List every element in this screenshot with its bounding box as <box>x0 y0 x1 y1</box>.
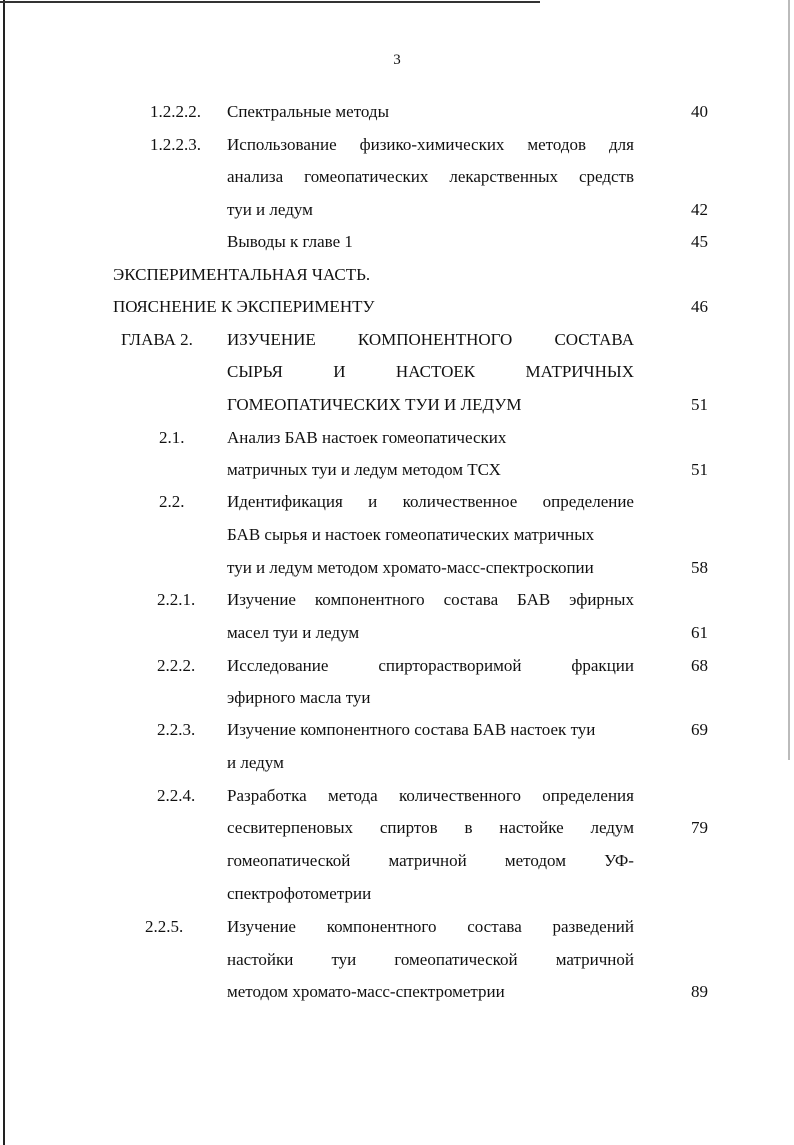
toc-page-number: 69 <box>691 720 708 739</box>
toc-entry-line <box>227 851 634 871</box>
toc-word: гомеопатической <box>394 950 518 969</box>
toc-entry-line: матричных туи и ледум методом ТСХ <box>227 460 501 479</box>
toc-entry-number: 2.2.1. <box>157 590 196 609</box>
toc-word: спирторастворимой <box>378 656 522 675</box>
toc-word: ледум <box>590 818 634 837</box>
toc-entry-line: ГОМЕОПАТИЧЕСКИХ ТУИ И ЛЕДУМ <box>227 395 522 414</box>
toc-word: И <box>333 362 346 381</box>
toc-entry-line: ЭКСПЕРИМЕНТАЛЬНАЯ ЧАСТЬ. <box>113 265 371 284</box>
toc-word: УФ- <box>604 851 634 870</box>
toc-word: методом <box>504 851 566 870</box>
scan-edge-left <box>3 0 5 1145</box>
toc-page-number: 51 <box>691 395 708 414</box>
toc-word: настойке <box>499 818 564 837</box>
toc-word: определения <box>542 786 634 805</box>
toc-entry-line: Спектральные методы <box>227 102 389 121</box>
toc-word: КОМПОНЕНТНОГО <box>357 330 513 349</box>
toc-entry-line: Анализ БАВ настоек гомеопатических <box>227 428 507 447</box>
toc-word: Идентификация <box>227 492 343 511</box>
toc-entry-line <box>227 917 634 937</box>
toc-word: эфирных <box>569 590 634 609</box>
toc-word: компонентного <box>314 590 425 609</box>
toc-entry-number: 2.2.5. <box>145 917 184 936</box>
toc-word: спиртов <box>379 818 438 837</box>
scan-edge-right <box>788 0 790 760</box>
toc-word: туи <box>331 950 357 969</box>
toc-page-number: 58 <box>691 558 708 577</box>
toc-word: МАТРИЧНЫХ <box>525 362 634 381</box>
toc-word: анализа <box>227 167 284 186</box>
toc-word: компонентного <box>326 917 437 936</box>
toc-entry-line <box>227 590 634 610</box>
toc-entry-line <box>227 330 634 350</box>
toc-entry-line: и ледум <box>227 753 284 772</box>
toc-entry-number: 2.2.4. <box>157 786 196 805</box>
toc-entry-number: ГЛАВА 2. <box>121 330 193 349</box>
toc-entry-line: БАВ сырья и настоек гомеопатических матричных <box>227 525 595 544</box>
toc-entry-line <box>227 362 634 382</box>
toc-word: Использование <box>227 135 337 154</box>
toc-page-number: 45 <box>691 232 708 251</box>
toc-word: разведений <box>552 917 634 936</box>
toc-entry-line: ПОЯСНЕНИЕ К ЭКСПЕРИМЕНТУ <box>113 297 375 316</box>
toc-word: настойки <box>227 950 294 969</box>
toc-word: Исследование <box>227 656 329 675</box>
toc-word: гомеопатической <box>227 851 351 870</box>
toc-page-number: 46 <box>691 297 708 316</box>
toc-word: в <box>464 818 473 837</box>
toc-word: состава <box>467 917 522 936</box>
toc-word: матричной <box>388 851 467 870</box>
toc-page-number: 61 <box>691 623 708 642</box>
toc-entry-line: туи и ледум методом хромато-масс-спектроскопии <box>227 558 594 577</box>
toc-entry-line: спектрофотометрии <box>227 884 372 903</box>
toc-entry-line <box>227 135 634 155</box>
toc-page-number: 40 <box>691 102 708 121</box>
toc-word: Изучение <box>227 590 296 609</box>
toc-entry-line <box>227 818 634 838</box>
toc-entry-number: 2.1. <box>159 428 185 447</box>
toc-word: количественного <box>399 786 521 805</box>
toc-word: методов <box>527 135 587 154</box>
toc-entry-line: Выводы к главе 1 <box>227 232 353 251</box>
toc-word: количественное <box>402 492 518 511</box>
toc-word: состава <box>443 590 499 609</box>
toc-word: матричной <box>555 950 634 969</box>
toc-entry-line: эфирного масла туи <box>227 688 371 707</box>
toc-page-number: 42 <box>691 200 708 219</box>
toc-word: БАВ <box>517 590 551 609</box>
toc-entry-line: Изучение компонентного состава БАВ настоек туи <box>227 720 596 739</box>
toc-entry-number: 1.2.2.2. <box>150 102 201 121</box>
toc-word: физико-химических <box>359 135 505 154</box>
toc-entry-line: методом хромато-масс-спектрометрии <box>227 982 505 1001</box>
toc-page-number: 51 <box>691 460 708 479</box>
toc-word: НАСТОЕК <box>395 362 476 381</box>
toc-entry-line <box>227 656 634 676</box>
toc-entry-line: туи и ледум <box>227 200 313 219</box>
toc-entry-line <box>227 786 634 806</box>
toc-entry-line <box>227 950 634 970</box>
toc-entry-number: 1.2.2.3. <box>150 135 201 154</box>
toc-entry-line <box>227 492 634 512</box>
toc-entry-number: 2.2. <box>159 492 185 511</box>
toc-word: для <box>609 135 634 154</box>
toc-entry-line <box>227 167 634 187</box>
toc-word: фракции <box>571 656 634 675</box>
toc-word: Изучение <box>227 917 296 936</box>
toc-word: сесвитерпеновых <box>227 818 354 837</box>
toc-word: лекарственных <box>449 167 558 186</box>
toc-page-number: 79 <box>691 818 708 837</box>
toc-word: определение <box>542 492 634 511</box>
toc-word: метода <box>327 786 378 805</box>
toc-entry-line: масел туи и ледум <box>227 623 360 642</box>
toc-word: средств <box>578 167 634 186</box>
scan-edge-top <box>0 1 540 3</box>
toc-entry-number: 2.2.2. <box>157 656 196 675</box>
toc-word: гомеопатических <box>304 167 429 186</box>
toc-page-number: 68 <box>691 656 708 675</box>
toc-page-number: 89 <box>691 982 708 1001</box>
toc-word: СЫРЬЯ <box>227 362 283 381</box>
toc-word: ИЗУЧЕНИЕ <box>227 330 316 349</box>
page-number: 3 <box>393 52 401 68</box>
toc-word: Разработка <box>227 786 307 805</box>
toc-word: и <box>368 492 378 511</box>
toc-word: СОСТАВА <box>554 330 634 349</box>
toc-entry-number: 2.2.3. <box>157 720 196 739</box>
